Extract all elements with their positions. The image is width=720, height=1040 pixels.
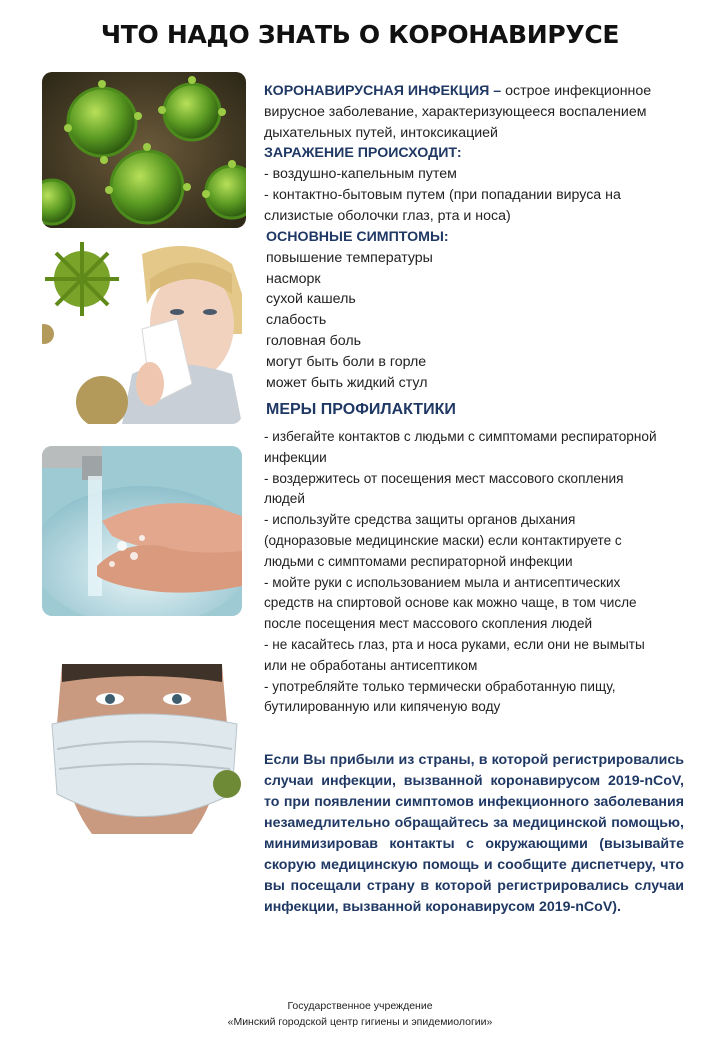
symptom-item: насморк [266,270,321,287]
prevention-block [264,427,657,718]
prevention-line: - используйте средства защиты органов дыхания [264,512,576,528]
intro-term: КОРОНАВИРУСНАЯ ИНФЕКЦИЯ [264,83,490,99]
prevention-line: - воздержитесь от посещения мест массового скопления [264,470,624,486]
prevention-line: - мойте руки с использованием мыла и антисептических [264,574,621,590]
prevention-line: инфекции [264,449,327,465]
infection-item: - контактно-бытовым путем (при попадании вируса на [264,186,621,203]
symptom-item: сухой кашель [266,291,356,308]
symptoms-block [266,227,449,393]
prevention-line: или не обработаны антисептиком [264,657,478,673]
intro-definition-3: дыхательных путей, интоксикацией [264,124,498,141]
footer-institution-type: Государственное учреждение [287,1000,433,1012]
prevention-line: после посещения мест массового скопления людей [264,616,593,632]
intro-block [264,81,651,227]
hand-washing-image [42,446,242,616]
sick-person-image [42,234,242,424]
infection-heading: ЗАРАЖЕНИЕ ПРОИСХОДИТ: [264,145,462,162]
footer [0,998,720,1030]
prevention-line: бутилированную или кипяченую воду [264,699,501,715]
symptoms-heading: ОСНОВНЫЕ СИМПТОМЫ: [266,229,449,245]
prevention-line: людей [264,491,305,507]
symptom-item: может быть жидкий стул [266,374,428,391]
intro-dash: – [489,83,506,99]
symptom-item: могут быть боли в горле [266,353,427,370]
footer-institution-name: «Минский городской центр гигиены и эпидемиологии» [227,1016,493,1028]
symptom-item: головная боль [266,332,362,349]
virus-image [42,72,246,228]
prevention-line: - не касайтесь глаз, рта и носа руками, если они не вымыты [264,636,645,652]
prevention-heading-block [266,400,456,421]
prevention-line: - избегайте контактов с людьми с симптомами респираторной [264,429,657,444]
prevention-heading: МЕРЫ ПРОФИЛАКТИКИ [266,401,456,418]
intro-line-1 [264,81,651,102]
prevention-line: - употребляйте только термически обработанную пищу, [264,678,616,694]
page-title: ЧТО НАДО ЗНАТЬ О КОРОНАВИРУСЕ [100,20,620,49]
prevention-line: средств на спиртовой основе как можно чаще, в том числе [264,595,637,611]
travel-notice: Если Вы прибыли из страны, в которой регистрировались случаи инфекции, вызванной коронавирусом 2019-nCoV, то при появлении симптомов инфекционного заболевания незамедлительно обращайтесь за медицинской помощью, минимизировав контакты с окружающими (вызывайте скорую медицинскую помощь и сообщите диспетчеру, что вы посещали страну в которой регистрировались случаи инфекции, вызванной коронавирусом 2019-nCoV). [264,752,684,915]
symptom-item: слабость [266,312,327,329]
mask-image [42,664,242,844]
infection-item: слизистые оболочки глаз, рта и носа) [264,207,511,224]
intro-definition-2: вирусное заболевание, характеризующееся воспалением [264,103,647,120]
symptom-item: повышение температуры [266,249,433,266]
intro-definition-1: острое инфекционное [505,83,652,99]
prevention-line: людьми с симптомами респираторной инфекции [264,553,573,569]
prevention-line: (одноразовые медицинские маски) если контактируете с [264,532,622,548]
infection-item: - воздушно-капельным путем [264,166,457,183]
